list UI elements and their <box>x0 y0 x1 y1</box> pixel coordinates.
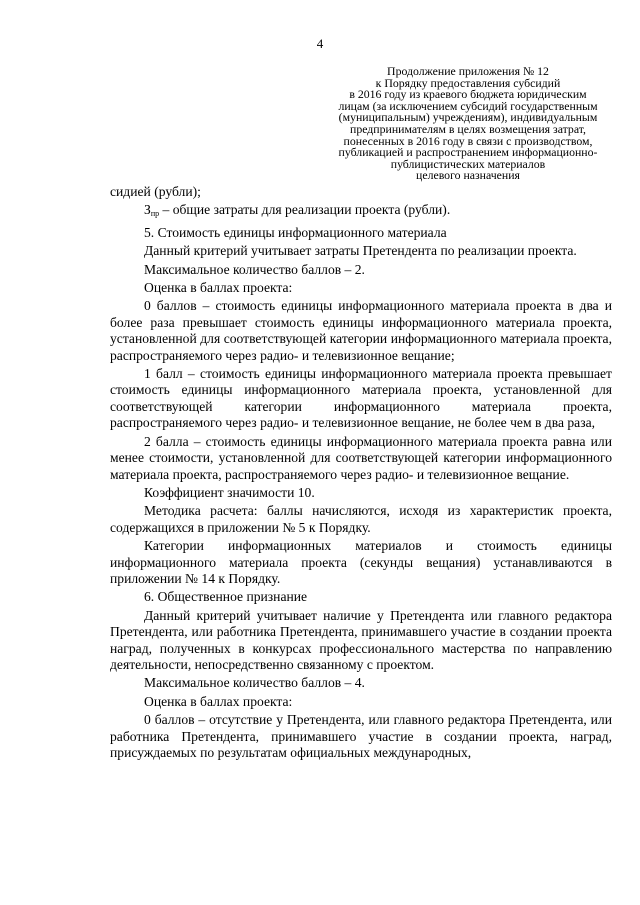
paragraph: Максимальное количество баллов – 4. <box>144 675 365 691</box>
paragraph: 0 баллов – отсутствие у Претендента, или главного редактора Претендента, или работника Претендента, принимавшего участие в создании проекта, наград, присуждаемых по результатам официальных международных, <box>110 712 612 760</box>
header-line: лицам (за исключением субсидий государственным <box>338 98 598 113</box>
paragraph: Оценка в баллах проекта: <box>144 693 293 709</box>
page-number: 4 <box>316 36 324 51</box>
paragraph: Данный критерий учитывает затраты Претендента по реализации проекта. <box>144 243 577 259</box>
paragraph: Коэффициент значимости 10. <box>144 484 315 500</box>
header-line: к Порядку предоставления субсидий <box>375 75 561 90</box>
section-heading-6: 6. Общественное признание <box>144 589 308 605</box>
paragraph: Категории информационных материалов и стоимость единицы информационного материала проекта (секунды вещания) устанавливаются в приложении № 14 к Порядку. <box>110 538 612 586</box>
paragraph: 0 баллов – стоимость единицы информационного материала проекта в два и более раза превышает стоимость единицы информационного материала проекта, установленной для соответствующей категории информационного материала проекта, распространяемого через радио- и телевизионное вещание; <box>110 298 612 363</box>
paragraph: сидией (рубли); <box>110 184 201 199</box>
header-line: целевого назначения <box>416 168 520 183</box>
header-line: (муниципальным) учреждениям), индивидуальным <box>338 110 598 125</box>
header-line: Продолжение приложения № 12 <box>387 64 549 78</box>
paragraph: 2 балла – стоимость единицы информационного материала проекта равна или менее стоимости, установленной для соответствующей категории информационного материала проекта, распространяемого через радио- и телевизионное вещание. <box>110 433 612 482</box>
section-heading-5: 5. Стоимость единицы информационного материала <box>144 224 447 240</box>
header-line: публицистических материалов <box>390 156 546 171</box>
paragraph: Максимальное количество баллов – 2. <box>144 261 365 277</box>
paragraph: Методика расчета: баллы начисляются, исходя из характеристик проекта, содержащихся в приложении № 5 к Порядку. <box>110 503 612 535</box>
document-body <box>110 184 612 763</box>
header-line: предпринимателям в целях возмещения затрат, <box>350 121 586 136</box>
formula-definition <box>110 202 612 222</box>
formula-subscript: пр <box>150 209 160 219</box>
formula-symbol: З <box>144 202 151 218</box>
header-line: публикацией и распространением информационно- <box>338 145 598 160</box>
header-line: в 2016 году из краевого бюджета юридическим <box>349 87 587 102</box>
paragraph: Данный критерий учитывает наличие у Претендента или главного редактора Претендента, или работника Претендента, принимавшего участие в создании проекта наград, полученных в конкурсах профессионального мастерства по направлению деятельности, непосредственно связанному с проектом. <box>110 607 612 672</box>
header-line: понесенных в 2016 году в связи с производством, <box>343 133 593 148</box>
appendix-header <box>318 66 618 182</box>
formula-description: – общие затраты для реализации проекта (рубли). <box>159 202 451 218</box>
paragraph: Оценка в баллах проекта: <box>144 280 293 296</box>
paragraph: 1 балл – стоимость единицы информационного материала проекта превышает стоимость единицы информационного материала проекта, установленной для соответствующей категории информационного материала проекта, распространяемого через радио- и телевизионное вещание, не более чем в два раза, <box>110 366 612 431</box>
